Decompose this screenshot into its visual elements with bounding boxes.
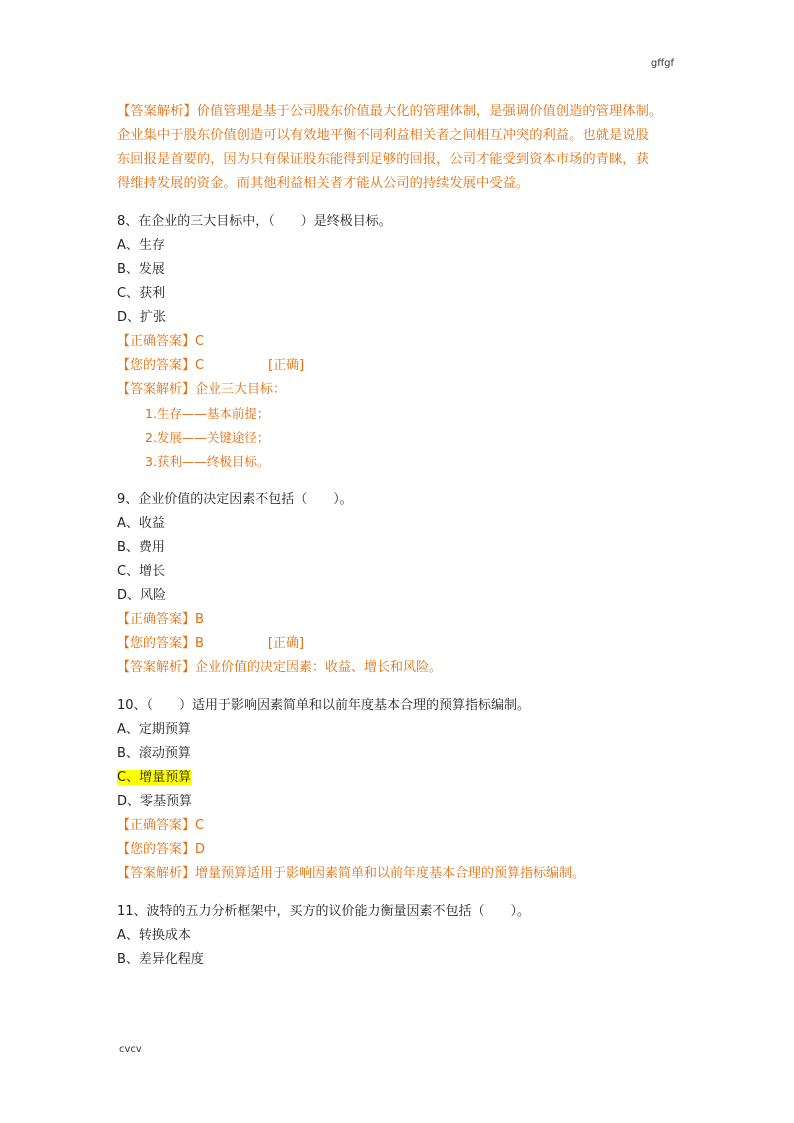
explanation-point: 2.发展——关键途径； <box>145 430 270 445</box>
option-a: A、转换成本 <box>117 928 191 943</box>
correct-answer: 【正确答案】B <box>117 612 204 627</box>
page-header: gffgf <box>650 58 674 69</box>
intro-explanation <box>117 100 687 196</box>
question-text: 9、企业价值的决定因素不包括（ ）。 <box>117 492 353 507</box>
option-a: A、收益 <box>117 516 165 531</box>
intro-line: 得维持发展的资金。而其他利益相关者才能从公司的持续发展中受益。 <box>117 176 530 191</box>
question-9 <box>117 488 687 680</box>
answer-explanation: 【答案解析】企业三大目标： <box>117 382 287 397</box>
intro-line: 【答案解析】价值管理是基于公司股东价值最大化的管理体制，是强调价值创造的管理体制。 <box>117 104 663 119</box>
highlighted-option: C、增量预算 <box>117 770 192 785</box>
correct-answer: 【正确答案】C <box>117 334 205 349</box>
option-c: C、获利 <box>117 286 166 301</box>
option-b: B、费用 <box>117 540 165 555</box>
option-d: D、零基预算 <box>117 794 193 809</box>
answer-explanation: 【答案解析】企业价值的决定因素：收益、增长和风险。 <box>117 660 443 675</box>
explanation-point: 1.生存——基本前提； <box>145 406 270 421</box>
document-body <box>117 100 687 972</box>
answer-verdict: [正确] <box>268 358 305 373</box>
question-11 <box>117 900 687 972</box>
question-10 <box>117 694 687 886</box>
your-answer <box>117 354 687 378</box>
option-b: B、发展 <box>117 262 165 277</box>
intro-line: 东回报是首要的，因为只有保证股东能得到足够的回报，公司才能受到资本市场的青睐，获 <box>117 152 649 167</box>
your-answer-label: 【您的答案】B <box>117 636 204 651</box>
your-answer <box>117 632 687 656</box>
your-answer-label: 【您的答案】C <box>117 358 205 373</box>
option-c-highlighted <box>117 766 687 790</box>
intro-line: 企业集中于股东价值创造可以有效地平衡不同利益相关者之间相互冲突的利益。也就是说股 <box>117 128 649 143</box>
option-c: C、增长 <box>117 564 166 579</box>
option-a: A、生存 <box>117 238 165 253</box>
question-text: 11、波特的五力分析框架中，买方的议价能力衡量因素不包括（ ）。 <box>117 904 531 919</box>
correct-answer: 【正确答案】C <box>117 818 205 833</box>
option-b: B、差异化程度 <box>117 952 204 967</box>
option-b: B、滚动预算 <box>117 746 191 761</box>
answer-explanation: 【答案解析】增量预算适用于影响因素简单和以前年度基本合理的预算指标编制。 <box>117 866 586 881</box>
option-a: A、定期预算 <box>117 722 191 737</box>
question-text: 10、（ ）适用于影响因素简单和以前年度基本合理的预算指标编制。 <box>117 698 531 713</box>
question-8 <box>117 210 687 474</box>
option-d: D、扩张 <box>117 310 167 325</box>
answer-verdict: [正确] <box>267 636 305 651</box>
explanation-point: 3.获利——终极目标。 <box>145 454 270 469</box>
question-text: 8、在企业的三大目标中，（ ）是终极目标。 <box>117 214 392 229</box>
option-d: D、风险 <box>117 588 167 603</box>
your-answer: 【您的答案】D <box>117 842 206 857</box>
page-footer: cvcv <box>119 1044 142 1055</box>
